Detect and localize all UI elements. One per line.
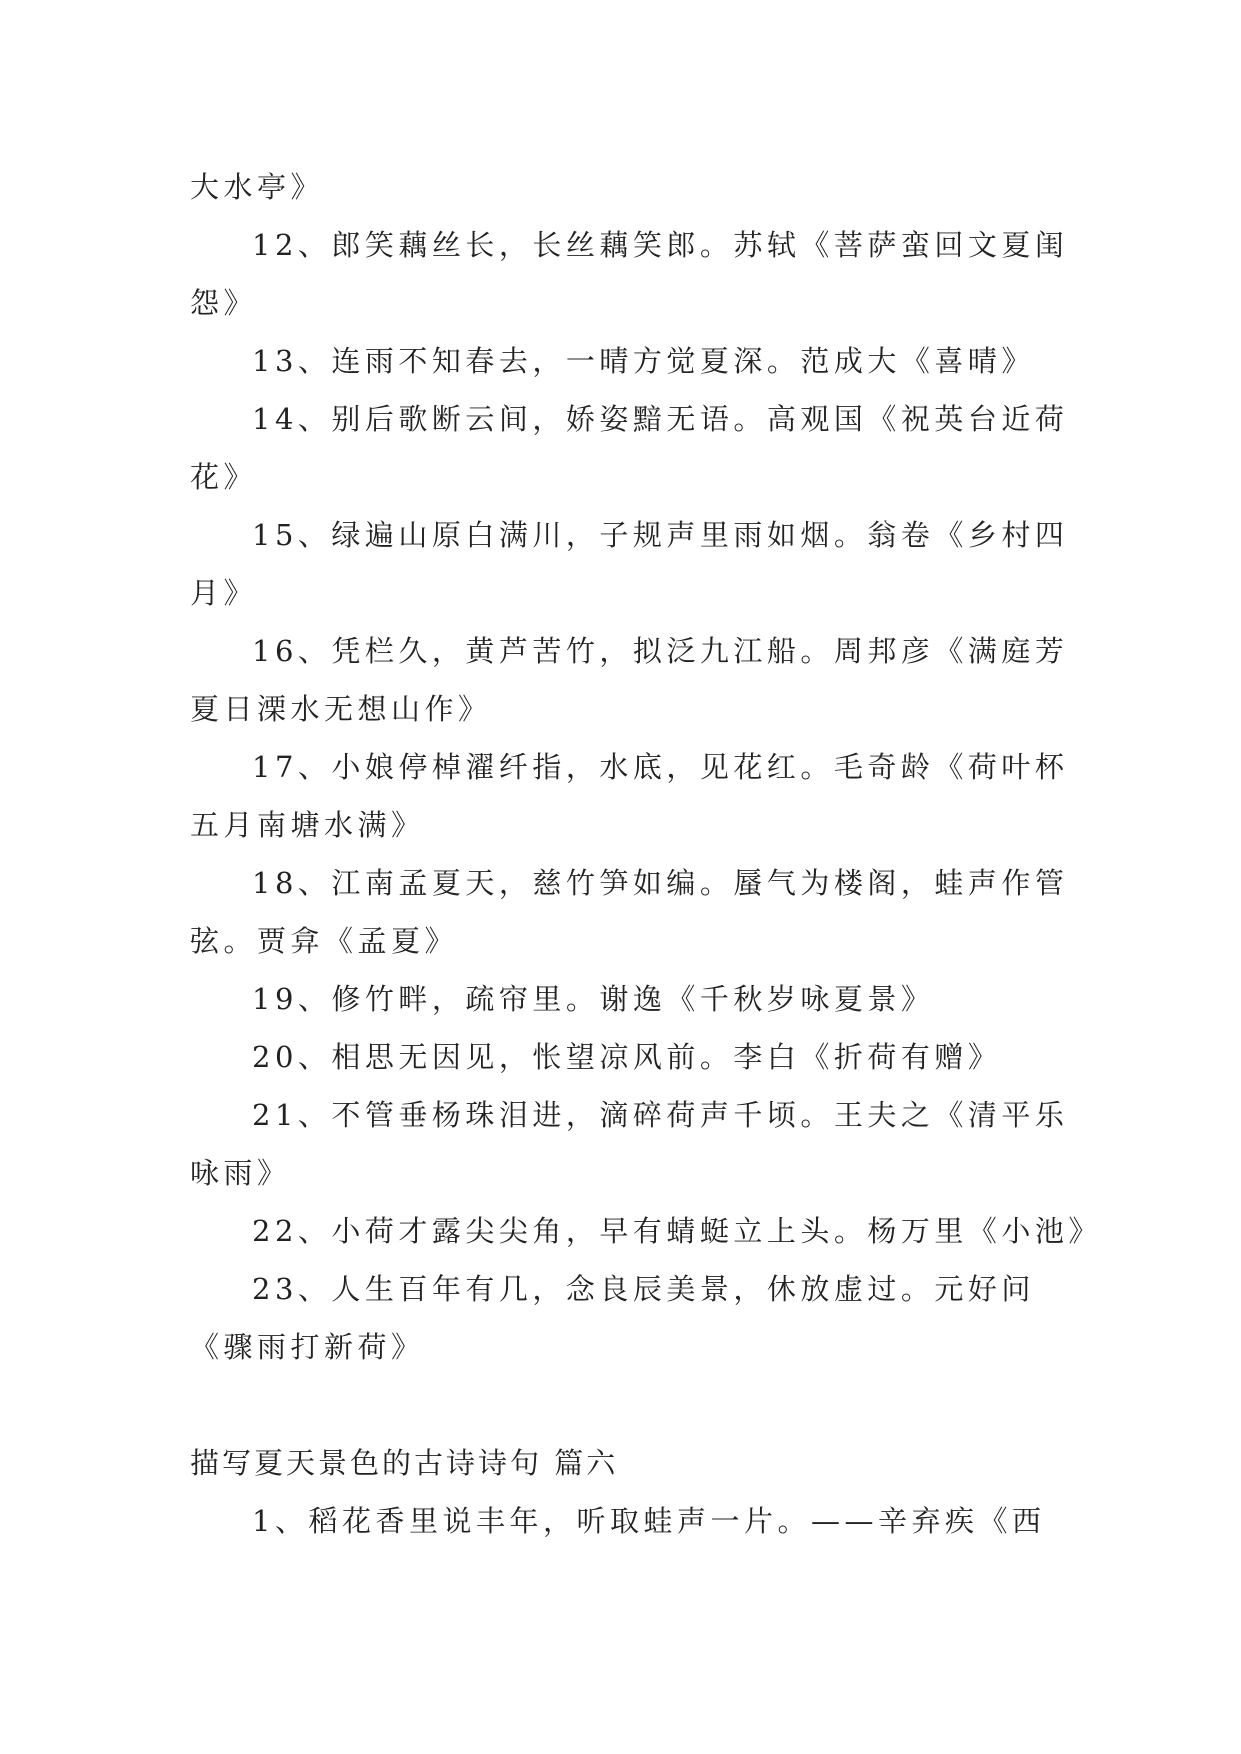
poem-entry-19: 19、修竹畔，疏帘里。谢逸《千秋岁咏夏景》 [252,982,935,1016]
document-body [190,158,1102,1550]
poem-entry-1: 1、稻花香里说丰年，听取蛙声一片。——辛弃疾《西 [252,1504,1046,1538]
text-line: 《骤雨打新荷》 [190,1330,425,1364]
poem-entry-22: 22、小荷才露尖尖角，早有蜻蜓立上头。杨万里《小池》 [252,1214,1102,1248]
poem-entry-23: 23、人生百年有几，念良辰美景，休放虚过。元好问 [252,1272,1035,1306]
poem-entry-16: 16、凭栏久，黄芦苦竹，拟泛九江船。周邦彦《满庭芳 [252,634,1069,668]
text-line: 弦。贾弇《孟夏》 [190,924,459,958]
poem-entry-15: 15、绿遍山原白满川，子规声里雨如烟。翁卷《乡村四 [252,518,1069,552]
text-line: 咏雨》 [190,1156,291,1190]
text-line: 大水亭》 [190,170,325,204]
poem-entry-14: 14、别后歌断云间，娇姿黯无语。高观国《祝英台近荷 [252,402,1069,436]
text-line: 五月南塘水满》 [190,808,425,842]
poem-entry-20: 20、相思无因见，怅望凉风前。李白《折荷有赠》 [252,1040,1002,1074]
poem-entry-21: 21、不管垂杨珠泪进，滴碎荷声千顷。王夫之《清平乐 [252,1098,1069,1132]
section-heading: 描写夏天景色的古诗诗句 篇六 [190,1446,619,1480]
text-line: 月》 [190,576,258,610]
section-spacer [190,1376,1056,1434]
text-line: 夏日溧水无想山作》 [190,692,492,726]
poem-entry-17: 17、小娘停棹濯纤指，水底，见花红。毛奇龄《荷叶杯 [252,750,1069,784]
poem-entry-18: 18、江南孟夏天，慈竹笋如编。蜃气为楼阁，蛙声作管 [252,866,1069,900]
poem-entry-13: 13、连雨不知春去，一晴方觉夏深。范成大《喜晴》 [252,344,1035,378]
text-line: 花》 [190,460,258,494]
poem-entry-12: 12、郎笑藕丝长，长丝藕笑郎。苏轼《菩萨蛮回文夏闺 [252,228,1069,262]
text-line: 怨》 [190,286,258,320]
